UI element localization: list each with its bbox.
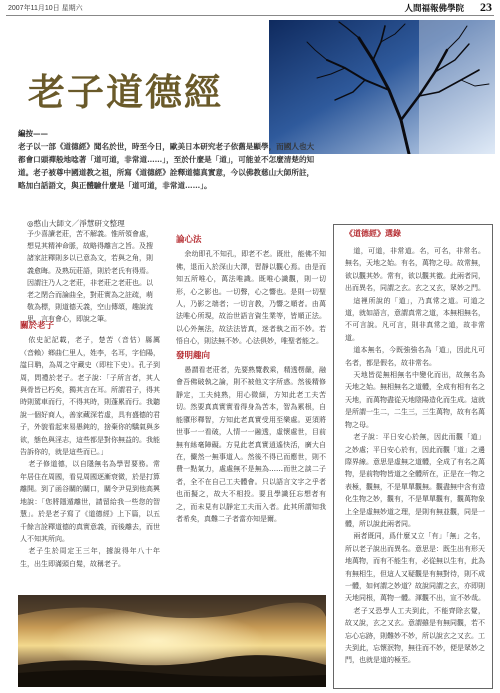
paragraph: 道本無名，今既強強名為「道」，因此凡可名者，都是假名，故非常名。 (345, 346, 485, 367)
sunset-landscape-illustration (18, 595, 326, 687)
excerpt-heading: 《道德經》選錄 (345, 228, 401, 238)
column-mind-method (176, 232, 326, 525)
article-title: 老子道德經 (28, 70, 223, 114)
paragraph: 愚謂看老莊者，先要熟覽教乘，精透楞嚴，融會吾佛破執之論，則不被他文字所惑。然後精修靜定，工夫純熟，用心微細，方知此老工夫苦切。然要真真實實看得身為苦本，智為累根，自能隳形釋智，方知此老真實受用至樂處。更須將世事一一看破，人情一一融透，虛懷處世，目前無有絲毫障礙。方見此老真實逍遙快活，廣大自在，儼然一無事道人。然後不得已而應世，則不費一點氣力，處處無不是無為……而世之談二子者，全不在自己工夫體會。只以語言文字之乎者也而擬之，故大不相投。要且學識狂忘想者有之，而未見有以靜定工夫而入者。此其所謂知我者希矣，真難二子者當亦知是爾。 (176, 366, 326, 523)
section-heading-about-laozi: 關於老子 (20, 321, 55, 331)
sunset-clouds-photo (18, 595, 326, 687)
paragraph: 老子生於周定王三年，據說得年八十年生，出生即滿頭白髮，故稱老子。 (20, 547, 160, 568)
paragraph: 余幼即孔不知孔，即老不老。既壯，能佛不知佛，退而入於深山大澤，習靜以觀心焉。由是而知五所唯心，萬法唯識。既唯心識觀，則一切形，心之影也。一切聲，心之響也。是則一切聖人，乃影之端者；一切言教，乃響之順者。由萬法唯心所現，故治世語言資生業等，皆順正法。以心外無法，故法法皆真，迷者執之而不妙。若悟自心，則法無不妙。心法俱妙，唯聖者能之。 (176, 250, 326, 346)
paragraph: 這裡所說的「道」，乃真常之道。可道之道，就如語言，意謂真常之道，本無相無名，不可言說。凡可言，則非真常之道，故非常道。 (345, 296, 485, 342)
paragraph: 道，可道，非常道。名，可名，非常名。無名，天地之始。有名，萬物之母。故常無，欲以觀其妙。常有，欲以觀其徼。此兩者同，出而異名，同謂之玄。玄之又玄，眾妙之門。 (345, 247, 485, 293)
paragraph: 天地皆從無相無名中變化而出，故無名為天地之始。無相無名之道體，全成有相有名之天地，而萬物盡從天地陰陽造化而生成。這就是所謂一生二，二生三，三生萬物，故有名萬物之母。 (345, 371, 485, 429)
paragraph: 老子修道德，以自隱無名為學習要務。常年居住在周國，看見周國逐漸衰微，於是打算離開。到了函谷關的關口，關令尹見到他高興地說：「您將隱遁離世，請留給我一些您的智慧」。於是老子寫了《道德經》上下篇，以五千餘言詮釋道德的真實意義，而後離去，而世人不知其所向。 (20, 460, 160, 543)
paragraph: 老子說：平日安心於無，因此而觀「道」之妙處；平日安心於有，因此而觀「道」之邊際界線。意思是虛無之道體，全成了有名之萬物，是前物物皆道之全體所在，正是在一物之表極，觀無，不是單單觀無。觀盡無中含有造化生物之妙，觀有，不是單單觀有，觀萬物象上全是虛無妙道之理，是則有無並觀，同是一體，所以說此兩者同。 (345, 433, 485, 528)
excerpt-column (345, 233, 485, 667)
header-rule (6, 15, 494, 16)
paragraph: 老子又恐學人工夫到此，不能齊除玄覺，故又說，玄之又玄。意謂雖是有無同觀，若不忘心忘跡，則難妙不妙，所以說玄之又玄。工夫到此，忘懷泯物，無往而不妙，便是眾妙之門，也就是道的極至。 (345, 606, 485, 665)
section-heading-mind-method: 論心法 (176, 235, 202, 245)
author-byline: ◎憨山大師文／淨慧研文整理 (27, 219, 125, 228)
editor-note-label: 編按—— (18, 129, 48, 138)
editor-note-text: 老子以一部《道德經》聞名於世，時至今日，歐美日本研究老子依舊是顯學，而國人也大都會口頭禪般地唸著「道可道，非常道……」，至於什麼是「道」，可能並不怎麼清楚的知道。老子被尊中國道教之祖，所寫《道德經》詮釋道德真實意，今以佛教慈山大師所註，略加白話語文，與正體驗什麼是「道可道，非常道……」。 (18, 142, 315, 190)
page-header (0, 0, 500, 16)
page-number: 23 (480, 0, 492, 14)
editor-note (18, 128, 318, 192)
preface-text: 予少喜讀老莊，苦不解義。惟所領會處，想見其精神命脈，故略得離言之旨。及搜諸家註釋則多以已意為文，若與之角，則義愈晦。及熟玩莊語，則於老氏有得焉。因謂注乃人之老莊，非老莊之老莊也。以老之閉合而論曲全，對莊實為之註疏，萌敬為標，則道德天義，空山傳頌，趣說流思，言有會心，即說之筆。 (27, 230, 153, 324)
section-name: 人間福報佛學院 (404, 3, 464, 13)
column-about-laozi (20, 318, 160, 570)
issue-date: 2007年11月10日 星期六 (8, 5, 83, 12)
section-heading-direction: 發明趣向 (176, 350, 211, 361)
paragraph: 兩者既同，爲什麼又立「有」「無」之名，所以老子說出而異名。意思是：既生出有形天地萬物，而有不能生有，必從無以生有，此為有無相生，但這人又疑觀是有無對待，則不成一體，如何謂之妙道？故說同謂之玄，亦即則天地同根，萬物一體。渾觀不出，宣不妙哉。 (345, 532, 485, 603)
paragraph: 依史記記載，老子，楚苦（音怙）縣厲（音賴）鄉曲仁里人，姓李，名耳，字伯陽，諡曰聃，為周之守藏史（即柱下史）。孔子到周，問禮於老子。老子說：「子所言者，其人與骨皆已朽矣，獨其言在耳。所謂君子，得其時則駕車而行，不得其時，則蓬累而行。我聽說一個好商人，善家藏深若虛，具有盛德的君子，外貌看起來易愚鈍的，捨棄你的驕氣與多欲，態色與淫志，這些都是對你無益的。我能告訴你的，就是這些而已。」 (20, 336, 160, 457)
